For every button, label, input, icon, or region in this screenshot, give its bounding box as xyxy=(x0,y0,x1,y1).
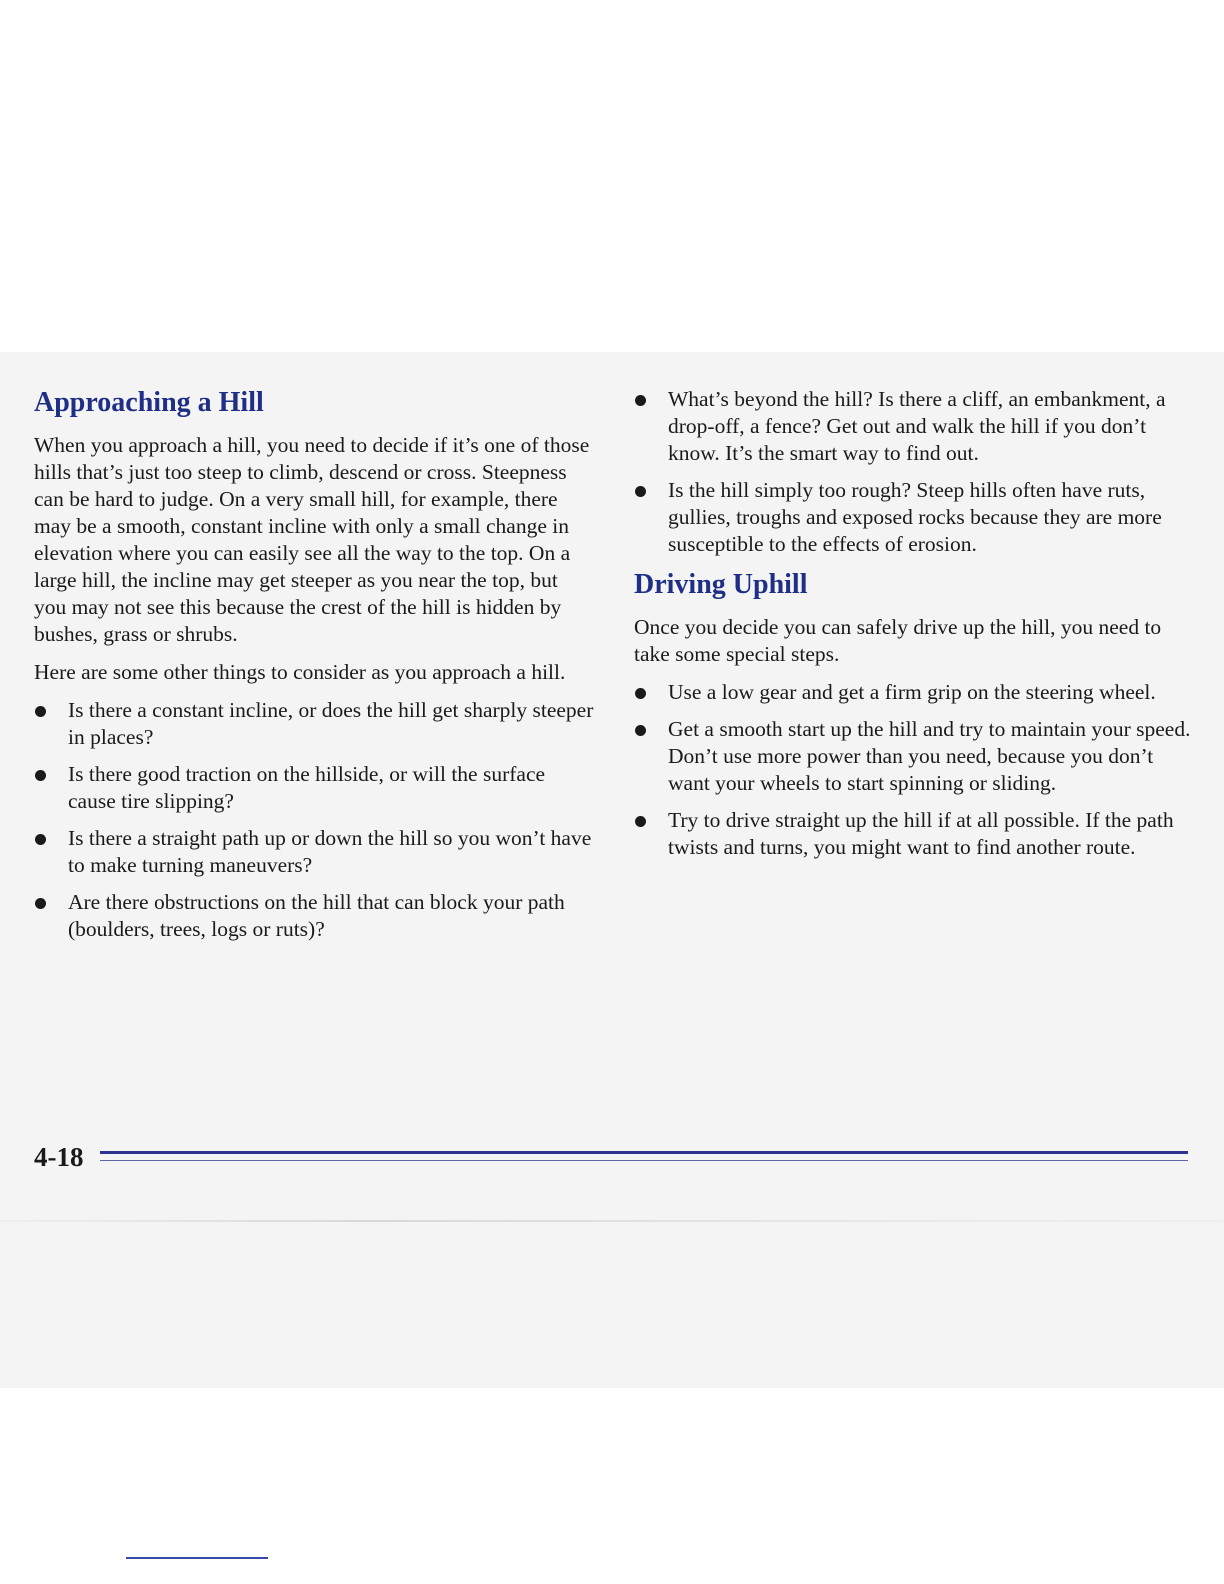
footer-rule-thick xyxy=(100,1151,1188,1154)
list-item xyxy=(634,679,1194,706)
lead-paragraph: Here are some other things to consider as you approach a hill. xyxy=(34,660,566,684)
consideration-list xyxy=(34,697,594,943)
list-item-text: What’s beyond the hill? Is there a cliff, an embankment, a drop-off, a fence? Get out and walk the hill if you don’t know. It’s the smart way to find out. xyxy=(668,387,1166,465)
list-item-text: Are there obstructions on the hill that can block your path (boulders, trees, logs or ruts)? xyxy=(68,890,565,941)
list-item-text: Use a low gear and get a firm grip on the steering wheel. xyxy=(668,680,1156,704)
left-column xyxy=(34,386,594,953)
bullet-icon xyxy=(635,816,646,827)
list-item xyxy=(34,761,594,815)
bullet-icon xyxy=(35,834,46,845)
section-heading-approaching-hill: Approaching a Hill xyxy=(34,387,264,418)
list-item xyxy=(34,825,594,879)
list-item xyxy=(634,807,1194,861)
bullet-icon xyxy=(35,770,46,781)
list-item xyxy=(634,716,1194,797)
list-item-text: Is there good traction on the hillside, or will the surface cause tire slipping? xyxy=(68,762,546,813)
page-footer xyxy=(34,1140,1188,1174)
bullet-icon xyxy=(635,395,646,406)
page-edge-shadow xyxy=(0,1220,1224,1222)
uphill-intro-paragraph: Once you decide you can safely drive up the hill, you need to take some special steps. xyxy=(634,615,1162,666)
hill-check-list xyxy=(634,386,1194,558)
list-item-text: Is the hill simply too rough? Steep hills often have ruts, gullies, troughs and exposed rocks because they are more susceptible to the effects of erosion. xyxy=(668,478,1162,556)
bullet-icon xyxy=(35,706,46,717)
link-underline xyxy=(126,1557,268,1559)
right-column xyxy=(634,386,1194,871)
list-item-text: Is there a straight path up or down the hill so you won’t have to make turning maneuvers? xyxy=(68,826,592,877)
list-item xyxy=(634,477,1194,558)
list-item xyxy=(34,697,594,751)
bullet-icon xyxy=(635,486,646,497)
footer-rule-thin xyxy=(100,1160,1188,1161)
list-item-text: Get a smooth start up the hill and try to maintain your speed. Don’t use more power than you need, because you don’t want your wheels to start spinning or sliding. xyxy=(668,717,1191,795)
bullet-icon xyxy=(635,725,646,736)
list-item xyxy=(634,386,1194,467)
intro-paragraph: When you approach a hill, you need to decide if it’s one of those hills that’s just too steep to climb, descend or cross. Steepness can be hard to judge. On a very small hill, for example, there may be a smooth, constant incline with only a small change in elevation where you can easily see all the way to the top. On a large hill, the incline may get steeper as you near the top, but you may not see this because the crest of the hill is hidden by bushes, grass or shrubs. xyxy=(34,433,590,646)
uphill-steps-list xyxy=(634,679,1194,861)
section-heading-driving-uphill: Driving Uphill xyxy=(634,569,808,600)
bullet-icon xyxy=(35,898,46,909)
list-item xyxy=(34,889,594,943)
list-item-text: Is there a constant incline, or does the hill get sharply steeper in places? xyxy=(68,698,594,749)
page-number: 4-18 xyxy=(34,1142,84,1172)
bullet-icon xyxy=(635,688,646,699)
list-item-text: Try to drive straight up the hill if at all possible. If the path twists and turns, you might want to find another route. xyxy=(668,808,1174,859)
